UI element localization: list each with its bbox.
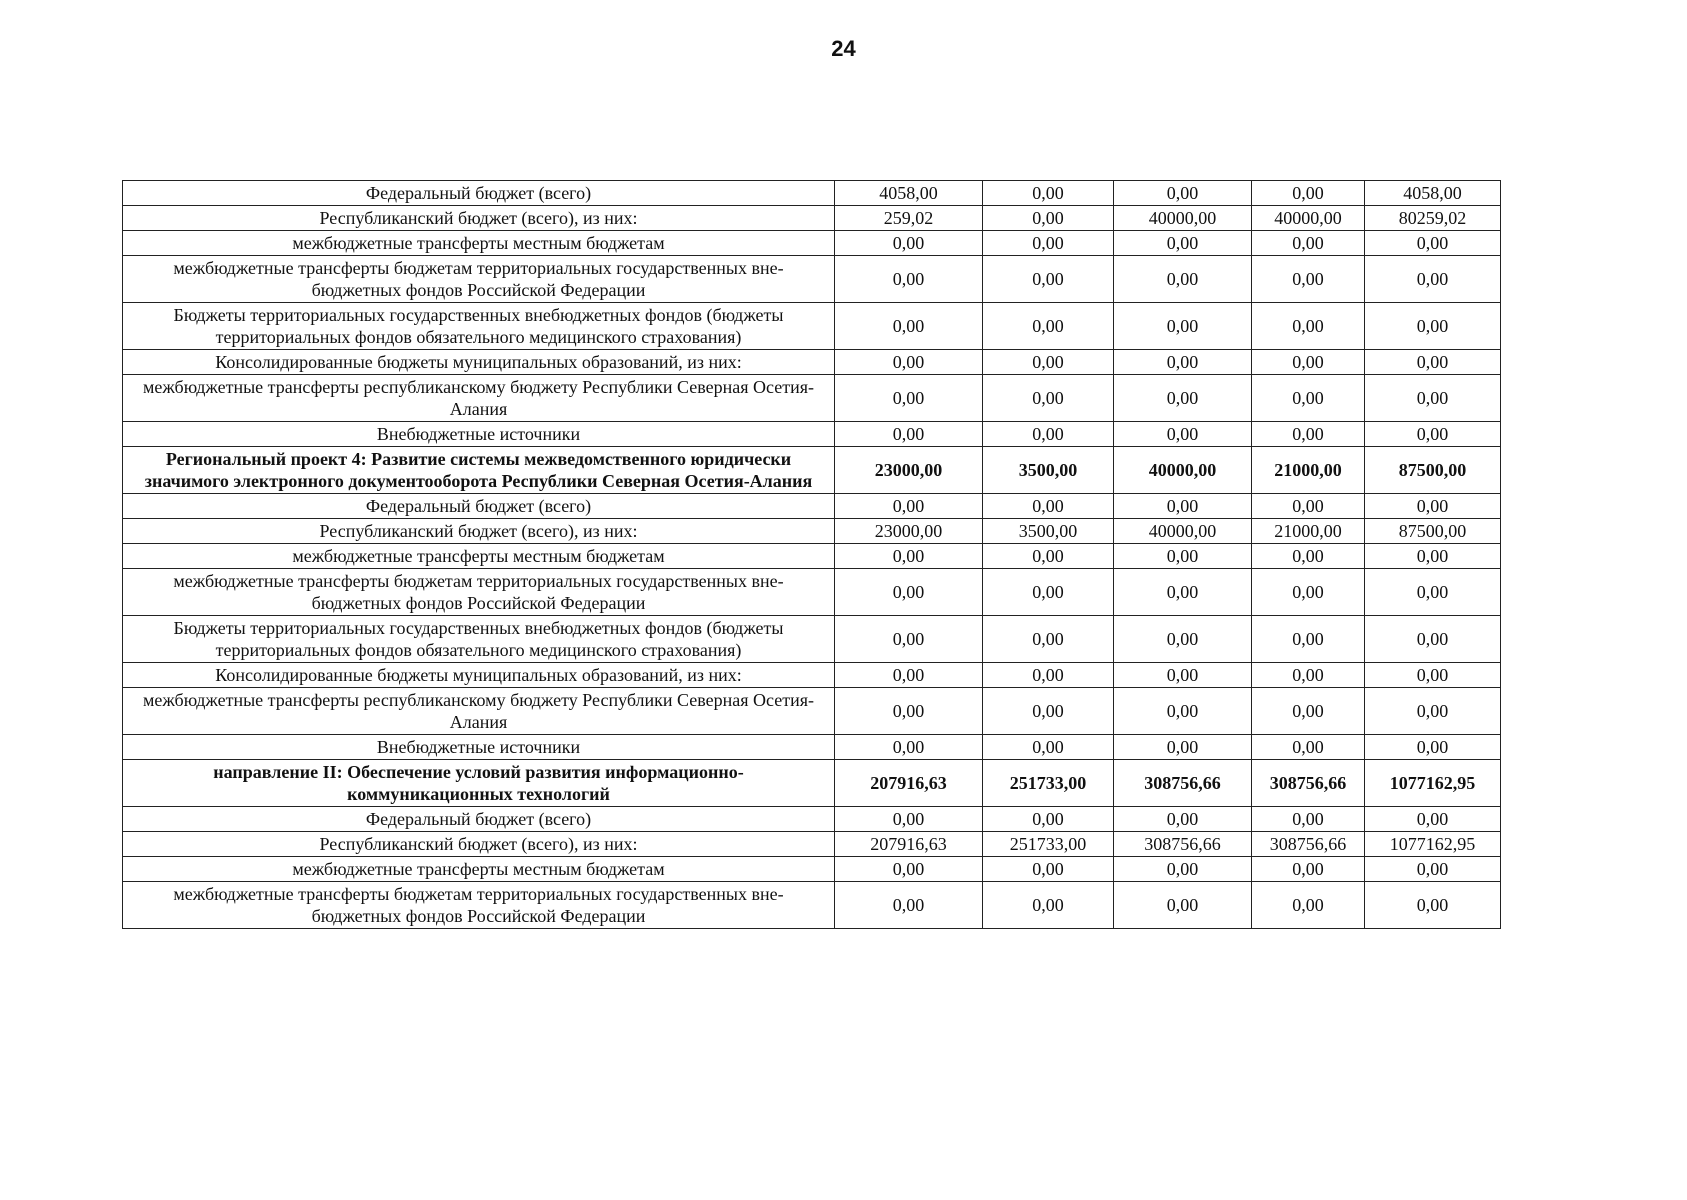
value-cell: 0,00: [1114, 256, 1252, 303]
value-cell: 4058,00: [835, 181, 983, 206]
value-cell: 0,00: [1365, 544, 1501, 569]
table-row: [123, 882, 1501, 929]
table-row: [123, 375, 1501, 422]
value-cell: 0,00: [1365, 494, 1501, 519]
value-cell: 0,00: [1365, 735, 1501, 760]
value-cell: 0,00: [1114, 857, 1252, 882]
value-cell: 0,00: [983, 256, 1114, 303]
table-row: [123, 256, 1501, 303]
value-cell: 0,00: [835, 663, 983, 688]
value-cell: 0,00: [983, 663, 1114, 688]
value-cell: 0,00: [1365, 688, 1501, 735]
value-cell: 80259,02: [1365, 206, 1501, 231]
value-cell: 0,00: [835, 494, 983, 519]
value-cell: 0,00: [1252, 857, 1365, 882]
value-cell: 251733,00: [983, 832, 1114, 857]
value-cell: 308756,66: [1114, 832, 1252, 857]
value-cell: 0,00: [983, 494, 1114, 519]
value-cell: 0,00: [983, 735, 1114, 760]
value-cell: 0,00: [1114, 616, 1252, 663]
value-cell: 0,00: [1365, 350, 1501, 375]
row-label: Бюджеты территориальных государственных внебюджетных фондов (бюджеты территориальных фондов обязательного медицинского страхования): [123, 616, 835, 663]
value-cell: 0,00: [983, 569, 1114, 616]
value-cell: 0,00: [1365, 616, 1501, 663]
value-cell: 1077162,95: [1365, 760, 1501, 807]
table-row: [123, 616, 1501, 663]
value-cell: 0,00: [983, 303, 1114, 350]
value-cell: 40000,00: [1114, 206, 1252, 231]
value-cell: 0,00: [1252, 882, 1365, 929]
table-row: [123, 760, 1501, 807]
value-cell: 0,00: [983, 181, 1114, 206]
value-cell: 0,00: [1365, 375, 1501, 422]
row-label: межбюджетные трансферты местным бюджетам: [123, 231, 835, 256]
value-cell: 0,00: [835, 422, 983, 447]
row-label: Федеральный бюджет (всего): [123, 181, 835, 206]
table-row: [123, 663, 1501, 688]
value-cell: 0,00: [1114, 422, 1252, 447]
value-cell: 0,00: [1365, 256, 1501, 303]
value-cell: 0,00: [1114, 807, 1252, 832]
row-label: Консолидированные бюджеты муниципальных образований, из них:: [123, 350, 835, 375]
value-cell: 0,00: [1252, 181, 1365, 206]
value-cell: 259,02: [835, 206, 983, 231]
value-cell: 0,00: [1365, 882, 1501, 929]
table-row: [123, 688, 1501, 735]
value-cell: 0,00: [1114, 350, 1252, 375]
value-cell: 0,00: [1365, 663, 1501, 688]
value-cell: 0,00: [835, 735, 983, 760]
value-cell: 0,00: [1114, 882, 1252, 929]
value-cell: 0,00: [983, 422, 1114, 447]
value-cell: 0,00: [1365, 422, 1501, 447]
value-cell: 40000,00: [1252, 206, 1365, 231]
value-cell: 0,00: [983, 231, 1114, 256]
row-label: Консолидированные бюджеты муниципальных образований, из них:: [123, 663, 835, 688]
value-cell: 0,00: [835, 303, 983, 350]
row-label: Внебюджетные источники: [123, 422, 835, 447]
row-label: Бюджеты территориальных государственных внебюджетных фондов (бюджеты территориальных фондов обязательного медицинского страхования): [123, 303, 835, 350]
value-cell: 0,00: [1114, 663, 1252, 688]
value-cell: 0,00: [983, 206, 1114, 231]
value-cell: 0,00: [983, 882, 1114, 929]
page-number: 24: [831, 36, 856, 61]
value-cell: 0,00: [835, 688, 983, 735]
value-cell: 40000,00: [1114, 519, 1252, 544]
row-label: межбюджетные трансферты местным бюджетам: [123, 857, 835, 882]
value-cell: 308756,66: [1252, 832, 1365, 857]
row-label: Федеральный бюджет (всего): [123, 494, 835, 519]
row-label: межбюджетные трансферты республиканскому бюджету Республики Северная Осетия-Алания: [123, 688, 835, 735]
value-cell: 0,00: [1252, 350, 1365, 375]
value-cell: 0,00: [983, 544, 1114, 569]
table-row: [123, 422, 1501, 447]
value-cell: 0,00: [1114, 688, 1252, 735]
value-cell: 23000,00: [835, 519, 983, 544]
value-cell: 308756,66: [1252, 760, 1365, 807]
table-row: [123, 181, 1501, 206]
table-row: [123, 735, 1501, 760]
value-cell: 0,00: [835, 375, 983, 422]
value-cell: 0,00: [1252, 807, 1365, 832]
value-cell: 87500,00: [1365, 447, 1501, 494]
value-cell: 0,00: [1114, 735, 1252, 760]
value-cell: 308756,66: [1114, 760, 1252, 807]
table-row: [123, 206, 1501, 231]
row-label: Внебюджетные источники: [123, 735, 835, 760]
value-cell: 251733,00: [983, 760, 1114, 807]
value-cell: 0,00: [1365, 231, 1501, 256]
row-label: Федеральный бюджет (всего): [123, 807, 835, 832]
value-cell: 0,00: [835, 256, 983, 303]
value-cell: 0,00: [1252, 616, 1365, 663]
value-cell: 0,00: [983, 688, 1114, 735]
row-label: межбюджетные трансферты местным бюджетам: [123, 544, 835, 569]
row-label: Республиканский бюджет (всего), из них:: [123, 519, 835, 544]
value-cell: 0,00: [1252, 256, 1365, 303]
value-cell: 0,00: [1365, 857, 1501, 882]
table-row: [123, 857, 1501, 882]
table-row: [123, 231, 1501, 256]
value-cell: 0,00: [835, 350, 983, 375]
value-cell: 0,00: [835, 616, 983, 663]
value-cell: 3500,00: [983, 447, 1114, 494]
value-cell: 0,00: [835, 544, 983, 569]
value-cell: 207916,63: [835, 832, 983, 857]
value-cell: 0,00: [1252, 422, 1365, 447]
value-cell: 0,00: [835, 882, 983, 929]
value-cell: 0,00: [1365, 569, 1501, 616]
row-label: Республиканский бюджет (всего), из них:: [123, 206, 835, 231]
row-label: межбюджетные трансферты республиканскому бюджету Республики Северная Осетия-Алания: [123, 375, 835, 422]
row-label: межбюджетные трансферты бюджетам территориальных государственных вне-бюджетных фондов Российской Федерации: [123, 569, 835, 616]
budget-table-body: [123, 181, 1501, 929]
value-cell: 0,00: [1252, 663, 1365, 688]
value-cell: 0,00: [1252, 688, 1365, 735]
value-cell: 0,00: [835, 231, 983, 256]
value-cell: 0,00: [1114, 494, 1252, 519]
value-cell: 23000,00: [835, 447, 983, 494]
value-cell: 21000,00: [1252, 447, 1365, 494]
row-label: Республиканский бюджет (всего), из них:: [123, 832, 835, 857]
value-cell: 0,00: [835, 569, 983, 616]
table-row: [123, 519, 1501, 544]
value-cell: 0,00: [983, 807, 1114, 832]
value-cell: 0,00: [1252, 303, 1365, 350]
table-row: [123, 544, 1501, 569]
value-cell: 4058,00: [1365, 181, 1501, 206]
value-cell: 0,00: [983, 375, 1114, 422]
value-cell: 0,00: [1114, 181, 1252, 206]
row-label: межбюджетные трансферты бюджетам территориальных государственных вне-бюджетных фондов Российской Федерации: [123, 256, 835, 303]
value-cell: 0,00: [1114, 231, 1252, 256]
table-row: [123, 569, 1501, 616]
value-cell: 21000,00: [1252, 519, 1365, 544]
row-label: направление II: Обеспечение условий развития информационно-коммуникационных технологий: [123, 760, 835, 807]
value-cell: 3500,00: [983, 519, 1114, 544]
table-row: [123, 807, 1501, 832]
value-cell: 0,00: [1252, 375, 1365, 422]
value-cell: 0,00: [1365, 303, 1501, 350]
value-cell: 1077162,95: [1365, 832, 1501, 857]
value-cell: 0,00: [1114, 569, 1252, 616]
value-cell: 0,00: [983, 616, 1114, 663]
table-row: [123, 494, 1501, 519]
value-cell: 0,00: [1114, 544, 1252, 569]
value-cell: 0,00: [1252, 735, 1365, 760]
value-cell: 0,00: [983, 857, 1114, 882]
value-cell: 0,00: [1252, 231, 1365, 256]
value-cell: 0,00: [1252, 544, 1365, 569]
value-cell: 0,00: [1114, 375, 1252, 422]
table-row: [123, 303, 1501, 350]
table-row: [123, 447, 1501, 494]
table-row: [123, 832, 1501, 857]
budget-table: [122, 180, 1501, 929]
value-cell: 0,00: [1252, 569, 1365, 616]
value-cell: 0,00: [1252, 494, 1365, 519]
value-cell: 0,00: [983, 350, 1114, 375]
value-cell: 207916,63: [835, 760, 983, 807]
table-row: [123, 350, 1501, 375]
value-cell: 0,00: [1114, 303, 1252, 350]
row-label: Региональный проект 4: Развитие системы межведомственного юридически значимого электронного документооборота Республики Северная Осетия-Алания: [123, 447, 835, 494]
value-cell: 0,00: [835, 807, 983, 832]
row-label: межбюджетные трансферты бюджетам территориальных государственных вне-бюджетных фондов Российской Федерации: [123, 882, 835, 929]
value-cell: 0,00: [835, 857, 983, 882]
value-cell: 40000,00: [1114, 447, 1252, 494]
value-cell: 0,00: [1365, 807, 1501, 832]
value-cell: 87500,00: [1365, 519, 1501, 544]
